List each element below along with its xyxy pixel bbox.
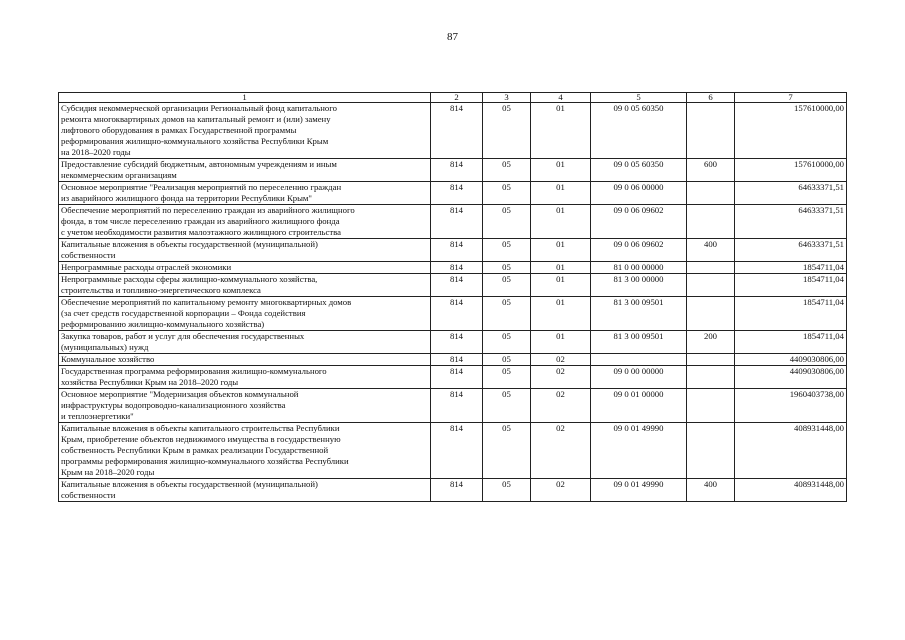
subsection-code-cell: 01 (531, 297, 591, 331)
column-header: 1 (59, 93, 431, 103)
expense-type-cell (687, 205, 735, 239)
subsection-code-cell: 01 (531, 331, 591, 354)
target-article-cell: 09 0 06 00000 (591, 182, 687, 205)
column-header: 7 (735, 93, 847, 103)
expense-type-cell: 200 (687, 331, 735, 354)
target-article-cell: 09 0 00 00000 (591, 366, 687, 389)
section-code-cell: 05 (483, 354, 531, 366)
amount-cell: 157610000,00 (735, 103, 847, 159)
expense-type-cell: 400 (687, 239, 735, 262)
table-row (59, 274, 847, 297)
ministry-code-cell: 814 (431, 262, 483, 274)
expense-type-cell: 600 (687, 159, 735, 182)
ministry-code-cell: 814 (431, 331, 483, 354)
subsection-code-cell: 02 (531, 354, 591, 366)
amount-cell: 1854711,04 (735, 331, 847, 354)
table-row (59, 262, 847, 274)
ministry-code-cell: 814 (431, 297, 483, 331)
table-row (59, 205, 847, 239)
expense-type-cell (687, 389, 735, 423)
table-row (59, 103, 847, 159)
section-code-cell: 05 (483, 479, 531, 502)
expense-type-cell (687, 423, 735, 479)
subsection-code-cell: 01 (531, 103, 591, 159)
target-article-cell: 09 0 05 60350 (591, 103, 687, 159)
column-header: 4 (531, 93, 591, 103)
subsection-code-cell: 01 (531, 182, 591, 205)
target-article-cell: 09 0 05 60350 (591, 159, 687, 182)
subsection-code-cell: 02 (531, 389, 591, 423)
expense-type-cell (687, 297, 735, 331)
amount-cell: 157610000,00 (735, 159, 847, 182)
amount-cell: 64633371,51 (735, 205, 847, 239)
ministry-code-cell: 814 (431, 182, 483, 205)
column-header: 5 (591, 93, 687, 103)
table-row (59, 366, 847, 389)
row-name-cell: Капитальные вложения в объекты государственной (муниципальной) собственности (59, 479, 431, 502)
ministry-code-cell: 814 (431, 354, 483, 366)
amount-cell: 408931448,00 (735, 479, 847, 502)
subsection-code-cell: 02 (531, 366, 591, 389)
ministry-code-cell: 814 (431, 274, 483, 297)
row-name-cell: Обеспечение мероприятий по переселению граждан из аварийного жилищного фонда, в том числе переселению граждан из аварийного жилищного фонда с учетом необходимости развития малоэтажного жилищного строительства (59, 205, 431, 239)
target-article-cell: 09 0 01 49990 (591, 423, 687, 479)
row-name-cell: Государственная программа реформирования жилищно-коммунального хозяйства Республики Крым на 2018–2020 годы (59, 366, 431, 389)
amount-cell: 1854711,04 (735, 274, 847, 297)
row-name-cell: Капитальные вложения в объекты государственной (муниципальной) собственности (59, 239, 431, 262)
amount-cell: 1854711,04 (735, 262, 847, 274)
row-name-cell: Основное мероприятие "Реализация мероприятий по переселению граждан из аварийного жилищного фонда на территории Республики Крым" (59, 182, 431, 205)
ministry-code-cell: 814 (431, 159, 483, 182)
subsection-code-cell: 02 (531, 423, 591, 479)
row-name-cell: Предоставление субсидий бюджетным, автономным учреждениям и иным некоммерческим организациям (59, 159, 431, 182)
amount-cell: 4409030806,00 (735, 354, 847, 366)
expense-type-cell: 400 (687, 479, 735, 502)
ministry-code-cell: 814 (431, 389, 483, 423)
row-name-cell: Обеспечение мероприятий по капитальному ремонту многоквартирных домов (за счет средств государственной корпорации – Фонда содействия реформированию жилищно-коммунального хозяйства) (59, 297, 431, 331)
budget-table (58, 92, 847, 502)
page-number: 87 (447, 31, 458, 43)
section-code-cell: 05 (483, 389, 531, 423)
row-name-cell: Непрограммные расходы сферы жилищно-коммунального хозяйства, строительства и топливно-энергетического комплекса (59, 274, 431, 297)
row-name-cell: Коммунальное хозяйство (59, 354, 431, 366)
amount-cell: 1854711,04 (735, 297, 847, 331)
subsection-code-cell: 02 (531, 479, 591, 502)
section-code-cell: 05 (483, 182, 531, 205)
section-code-cell: 05 (483, 103, 531, 159)
expense-type-cell (687, 366, 735, 389)
section-code-cell: 05 (483, 239, 531, 262)
table-row (59, 159, 847, 182)
ministry-code-cell: 814 (431, 366, 483, 389)
row-name-cell: Непрограммные расходы отраслей экономики (59, 262, 431, 274)
row-name-cell: Капитальные вложения в объекты капитального строительства Республики Крым, приобретение объектов недвижимого имущества в государственную собственность Республики Крым в рамках реализации Государственной программы реформирования жилищно-коммунального хозяйства Республики Крым на 2018–2020 годы (59, 423, 431, 479)
section-code-cell: 05 (483, 423, 531, 479)
section-code-cell: 05 (483, 297, 531, 331)
ministry-code-cell: 814 (431, 239, 483, 262)
table-row (59, 182, 847, 205)
ministry-code-cell: 814 (431, 479, 483, 502)
row-name-cell: Закупка товаров, работ и услуг для обеспечения государственных (муниципальных) нужд (59, 331, 431, 354)
target-article-cell: 09 0 06 09602 (591, 239, 687, 262)
expense-type-cell (687, 103, 735, 159)
amount-cell: 64633371,51 (735, 182, 847, 205)
target-article-cell: 81 0 00 00000 (591, 262, 687, 274)
ministry-code-cell: 814 (431, 103, 483, 159)
target-article-cell: 09 0 06 09602 (591, 205, 687, 239)
section-code-cell: 05 (483, 274, 531, 297)
ministry-code-cell: 814 (431, 423, 483, 479)
ministry-code-cell: 814 (431, 205, 483, 239)
target-article-cell: 09 0 01 49990 (591, 479, 687, 502)
column-header: 6 (687, 93, 735, 103)
section-code-cell: 05 (483, 262, 531, 274)
column-header: 2 (431, 93, 483, 103)
subsection-code-cell: 01 (531, 159, 591, 182)
section-code-cell: 05 (483, 205, 531, 239)
target-article-cell (591, 354, 687, 366)
table-row (59, 331, 847, 354)
target-article-cell: 81 3 00 00000 (591, 274, 687, 297)
amount-cell: 1960403738,00 (735, 389, 847, 423)
expense-type-cell (687, 262, 735, 274)
amount-cell: 408931448,00 (735, 423, 847, 479)
header-row (59, 93, 847, 103)
table-row (59, 389, 847, 423)
amount-cell: 64633371,51 (735, 239, 847, 262)
subsection-code-cell: 01 (531, 262, 591, 274)
row-name-cell: Субсидия некоммерческой организации Региональный фонд капитального ремонта многоквартирных домов на капитальный ремонт и (или) замену лифтового оборудования в рамках Государственной программы реформирования жилищно-коммунального хозяйства Республики Крым на 2018–2020 годы (59, 103, 431, 159)
table-row (59, 239, 847, 262)
amount-cell: 4409030806,00 (735, 366, 847, 389)
subsection-code-cell: 01 (531, 205, 591, 239)
row-name-cell: Основное мероприятие "Модернизация объектов коммунальной инфраструктуры водопроводно-канализационного хозяйства и теплоэнергетики" (59, 389, 431, 423)
subsection-code-cell: 01 (531, 239, 591, 262)
expense-type-cell (687, 182, 735, 205)
section-code-cell: 05 (483, 366, 531, 389)
target-article-cell: 81 3 00 09501 (591, 331, 687, 354)
expense-type-cell (687, 274, 735, 297)
section-code-cell: 05 (483, 159, 531, 182)
expense-type-cell (687, 354, 735, 366)
section-code-cell: 05 (483, 331, 531, 354)
table-row (59, 479, 847, 502)
table-row (59, 297, 847, 331)
target-article-cell: 09 0 01 00000 (591, 389, 687, 423)
table-row (59, 354, 847, 366)
column-header: 3 (483, 93, 531, 103)
table-row (59, 423, 847, 479)
subsection-code-cell: 01 (531, 274, 591, 297)
target-article-cell: 81 3 00 09501 (591, 297, 687, 331)
